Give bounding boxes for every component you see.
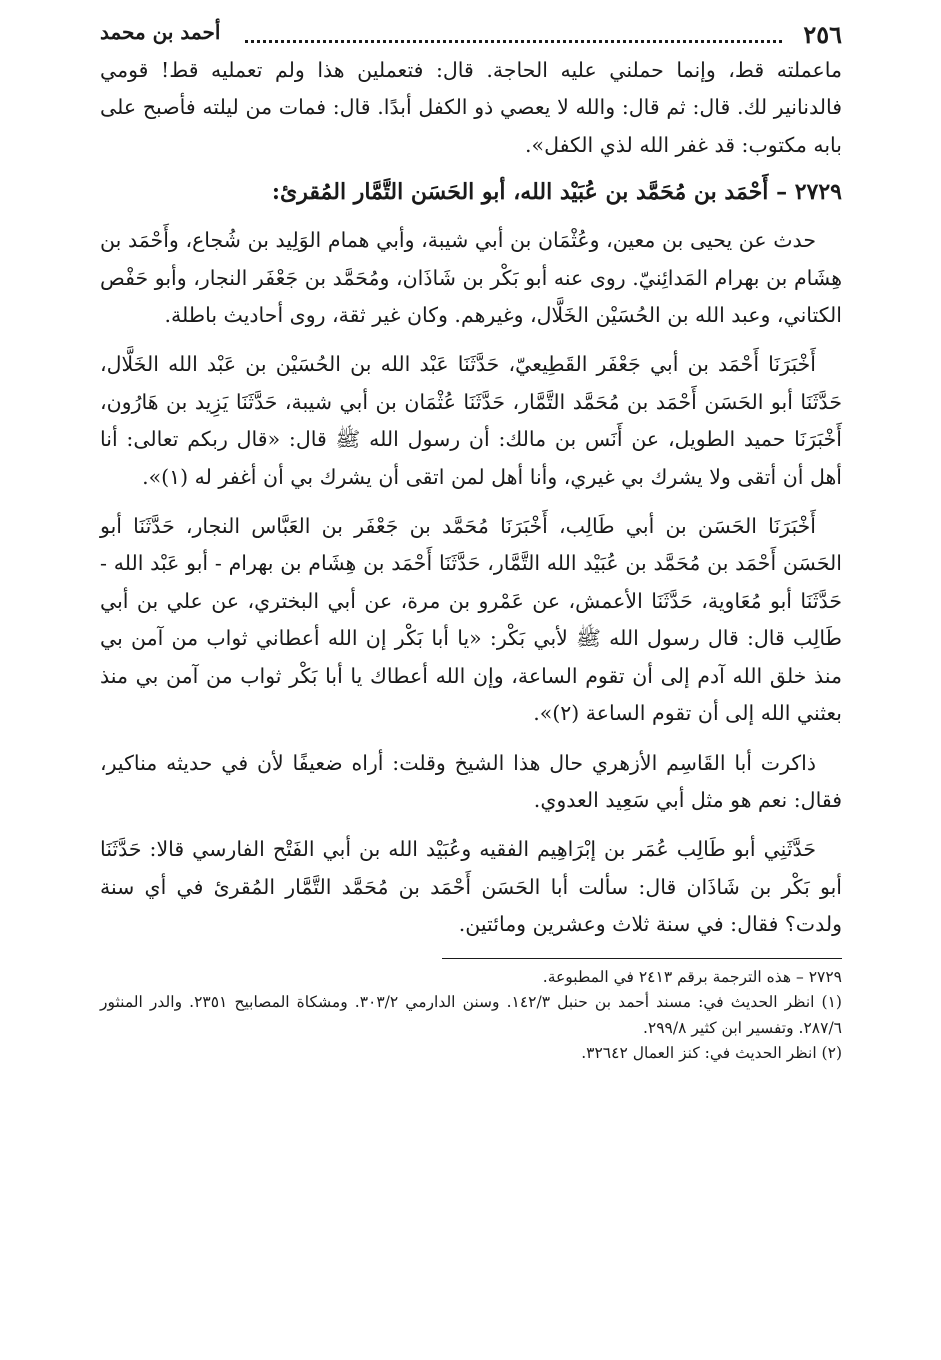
- running-title: أحمد بن محمد: [100, 20, 221, 44]
- paragraph-azhari-opinion: ذاكرت أبا القَاسِم الأزهري حال هذا الشيخ وقلت: أراه ضعيفًا لأن في حديثه مناكير، فقال: نعم هو مثل أبي سَعِيد العدوي.: [100, 750, 842, 812]
- footnote-2: (٢) انظر الحديث في: كنز العمال ٣٢٦٤٢.: [581, 1044, 842, 1063]
- paragraph-hadith-1: أَخْبَرَنَا أَحْمَد بن أبي جَعْفَر القَطِيعيّ، حَدَّثَنَا عَبْد الله بن الحُسَيْن بن عَبْد الله الخَلَّال، حَدَّثَنَا أبو الحَسَن أَحْمَد بن مُحَمَّد التَّمَّار، حَدَّثَنَا عُثْمَان بن أبي شيبة، حَدَّثَنَا يَزِيد بن هَارُون، أَخْبَرَنَا حميد الطويل، عن أَنَس بن مالك: أن رسول الله ﷺ قال: «قال ربكم تعالى: أنا أهل أن أتقى ولا يشرك بي غيري، وأنا أهل لمن اتقى أن يشرك بي أن أغفر له (١)».: [100, 352, 842, 489]
- footnote-separator: [442, 958, 842, 959]
- paragraph-hadith-2: أَخْبَرَنَا الحَسَن بن أبي طَالِب، أَخْبَرَنَا مُحَمَّد بن جَعْفَر بن العَبَّاس النجار، حَدَّثَنَا أبو الحَسَن أَحْمَد بن مُحَمَّد بن عُبَيْد الله التَّمَّار، حَدَّثَنَا أَحْمَد بن هِشَام بن بهرام - أبو عَبْد الله - حَدَّثَنَا أبو مُعَاوية، حَدَّثَنَا الأعمش، عن عَمْرو بن مرة، عن أبي البختري، عن علي بن أبي طَالِب قال: قال رسول الله ﷺ لأبي بَكْر: «يا أبا بَكْر إن الله أعطاني ثواب من آمن بي منذ خلق الله آدم إلى أن تقوم الساعة، وإن الله أعطاك يا أبا بَكْر ثواب من آمن بي منذ بعثني الله إلى أن تقوم الساعة (٢)».: [100, 514, 842, 726]
- paragraph-previous-entry-end: ماعملته قط، وإنما حملني عليه الحاجة. قال: فتعملين هذا ولم تعمليه قط! قومي فالدنانير لك. قال: ثم قال: والله لا يعصي ذو الكفل أبدًا. قال: فمات من ليلته فأصبح على بابه مكتوب: قد غفر الله لذي الكفل».: [100, 58, 842, 157]
- footnote-1: (١) انظر الحديث في: مسند أحمد بن حنبل ١٤٢/٣. وسنن الدارمي ٣٠٣/٢. ومشكاة المصابيح ٢٣٥١. والدر المنثور ٢٨٧/٦. وتفسير ابن كثير ٢٩٩/٨.: [100, 993, 842, 1037]
- header-dotted-leader: [245, 40, 782, 43]
- entry-title: ٢٧٢٩ – أَحْمَد بن مُحَمَّد بن عُبَيْد الله، أبو الحَسَن التَّمَّار المُقرئ:: [271, 179, 842, 206]
- page-header: [100, 18, 842, 52]
- footnote-entry-number: ٢٧٢٩ – هذه الترجمة برقم ٢٤١٣ في المطبوعة.: [542, 967, 842, 986]
- paragraph-biography: حدث عن يحيى بن معين، وعُثْمَان بن أبي شيبة، وأبي همام الوَلِيد بن شُجاع، وأَحْمَد بن هِشَام بن بهرام المَدائِنيّ. روى عنه أبو بَكْر بن شَاذَان، ومُحَمَّد بن جَعْفَر النجار، وأبو حَفْص الكتاني، وعبد الله بن الحُسَيْن الخَلَّال، وغيرهم. وكان غير ثقة، روى أحاديث باطلة.: [100, 228, 842, 328]
- book-page: [100, 18, 842, 1067]
- paragraph-birth-year: حَدَّثَنِي أبو طَالِب عُمَر بن إبْرَاهِيم الفقيه وعُبَيْد الله بن أبي الفَتْح الفارسي قالا: حَدَّثَنَا أبو بَكْر بن شَاذَان قال: سألت أبا الحَسَن أَحْمَد بن مُحَمَّد التَّمَّار المُقرئ في أي سنة ولدت؟ فقال: في سنة ثلاث وعشرين ومائتين.: [100, 837, 842, 937]
- page-number: ٢٥٦: [803, 20, 842, 49]
